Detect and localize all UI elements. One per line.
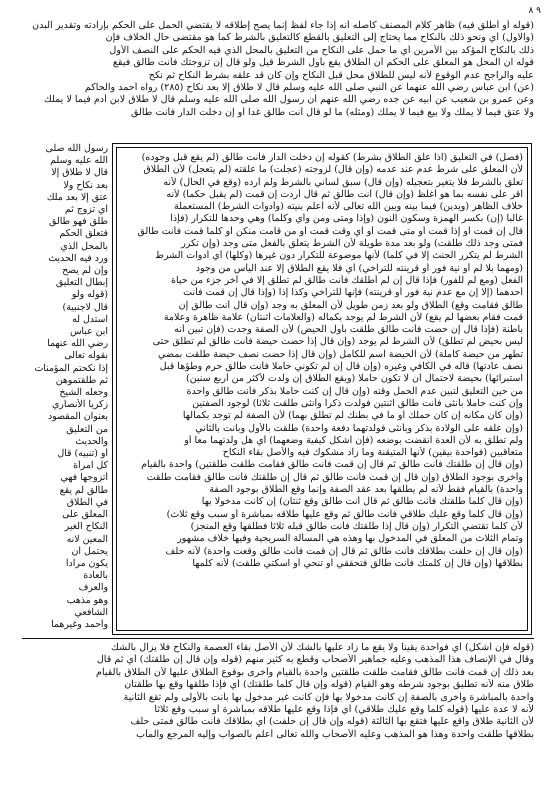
side-column-line: أو (تنبيه) قال [57, 448, 108, 460]
side-column-line: قال لاجنبية) [62, 301, 108, 313]
main-text-line: فمتى وجد ذلك طلقت) ولو بعد مدة طويلة لأن الشرط يتعلق بالفعل متى وجد (وإن تكرر [181, 238, 523, 250]
side-column-line: والحديث [75, 435, 108, 447]
main-text-line: باطنة (فإذا قال إن حضت فأنت طالق طلقت بأول الحيض) لأن الصفة وجدت (فإن تبين أنه [174, 324, 523, 336]
main-text-line: من حين التعليق لتبين عدم الحمل وقته (وإن قال إن كنت حاملا بذكر فأنت طالق واحدة [186, 385, 523, 397]
main-text-line: (وإن قال كلما وقع عليك طلاقي فأنت طالق ثم وقع عليها طلاقه بمباشرة أو سبب وقع ثلاث) [166, 508, 523, 520]
corner-mark: ٩ ٨ [528, 6, 541, 16]
side-column-line: وهو مذهب [66, 594, 108, 606]
main-text-line: (وإن قال إن حلفت بطلاقك فأنت طالق ثم قال إن قمت فأنت طالق وقعت واحدة) لأنه حلف [165, 545, 523, 557]
side-column-line: المعلق على [62, 509, 108, 521]
bottom-commentary-line: لأنه لا عدة عليها (قوله كلما وقع عليك طلاقي) أي فإذا وقع عليها طلاقه بمباشرة أو سبب وقع ثلاثا [154, 704, 534, 716]
main-text-line: الفعل (ومع لم للفور) فإذا قال إن لم أطلقك فأنت طالق لم تطلق إلا في آخر جزء من حياة [171, 274, 523, 286]
top-commentary-line: (والاول) أي ونحو ذلك بالنكاح مما يحتاج إلى التعليق بالقطع كالتعليق بالشرط كما هو مقتضى حال الخلاف فإن [105, 32, 534, 44]
side-column-line: يحتمل أن [71, 545, 108, 557]
side-column-line: رضي الله عنهما [47, 338, 108, 350]
side-column-line: رسول الله صلى [45, 143, 108, 154]
main-text-line: لأن المعلق على شرط عدم عند عدمه (وإن قال) لزوجته (عجلت) ما علقته (لم يتعجل) لأن الطلاق [143, 164, 523, 176]
side-column-line: بالعادة [83, 570, 108, 582]
main-text-line: وأخرى بوجود الطلاق (وإن قال إن قمت فأنت طالق ثم قال إن طلقتك فأنت طالق فقامت طلقت [146, 471, 523, 483]
main-text-line: طالق فقامت وقع) الطلاق ولو بعد زمن طويل لأن المعلق به وجد (وإن قال أنت طالق إن [178, 299, 523, 311]
main-text-line: (فصل) في التعليق (اذا علق الطلاق بشرط) كقوله إن دخلت الدار فأنت طالق (لم يقع قبل وجوده) [141, 152, 523, 163]
main-text-line: الشرط لم يتكرر الحنث إلا في كلما) لأنها موضوعة للتكرار دون غيرها (وكلها) أي أدوات الشرط [155, 250, 523, 262]
main-text-line: (وإن علقه على الولادة بذكر وبأنثى فولدتهما دفعة واحدة) طلقت بالأول وبانت بالثاني [195, 422, 523, 434]
main-text-line: ليس بحيض لم تطلق) لأن الشرط لم يوجد (وإن قال إذا حضت حيضة فأنت طالق لم تطلق حتى [152, 336, 523, 348]
side-column-line: ابن عباس [69, 326, 108, 338]
side-column-line: من التعليق [66, 423, 108, 435]
side-column-line: كل امرأة [73, 460, 108, 472]
main-text-line: خلاف الظاهر (ويدين) فيما بينه وبين الله تعالى لأنه أعلم بنيته (وأدوات الشرط) المستعملة [174, 201, 523, 213]
side-column-line: وإن لم يصح [62, 265, 108, 277]
side-column-line: بعد نكاح ولا [63, 179, 108, 191]
side-column-line: الشافعي [74, 606, 108, 618]
side-column-line: أي تزوج ثم [64, 204, 108, 216]
main-text [121, 152, 523, 628]
bottom-commentary-line: وقال في الإنصاف هذا المذهب وعليه جماهير الأصحاب وقطع به كثير منهم (قوله وإن قال إن طلقتك) أي ثم قال [96, 654, 534, 666]
bottom-commentary-line: (قوله فإن أشكل) أي فواحدة يقينا ولا يقع ما زاد عليها بالشك لأن الأصل بقاء العصمة والنكاح فلا يزال بالشك [111, 642, 534, 653]
side-column-line: أتزوجها فهي [60, 472, 108, 484]
side-column-line: طالق لم يقع [59, 484, 108, 496]
bottom-commentary-line: لأن الثانية طلاق واقع عليها فتقع بها الثالثة (قوله وإن قال إن حلفت) أي بطلاقك فأنت طالق فمتى حلف [130, 716, 534, 728]
side-column-line: والعرف [78, 582, 108, 594]
bottom-commentary [22, 642, 534, 762]
main-text-line: غالبا (إن) بكسر الهمزة وسكون النون (وإذا ومتى ومن وأي وكلما) وهي وحدها للتكرار (فإذا [170, 213, 523, 225]
main-text-line: (وإن كان مكانه إن كان حملك أو ما في بطنك لم تطلق بهما) لأن الصفة لم توجد بكمالها [182, 410, 523, 422]
side-column-line: طلق فهو طالق [49, 216, 108, 228]
main-text-line: ولم تطلق به لأن العدة انقضت بوضعه (فإن أشكل كيفية وضعهما) أي هل ولدتهما معا أو [184, 434, 523, 446]
main-text-line: (ومهما بلا لم أو نية فور أو قرينته للتراخي) أي فلا يقع الطلاق إلا عند اليأس من وجود [195, 262, 523, 274]
top-commentary-line: (قوله أو أطلق فيه) ظاهر كلام المصنف كأصله أنه إذا جاء لفظ إنما يصح إطلاقه لا يقتضي الحمل على الحكم بإرادته وتقدير البدن [32, 20, 534, 31]
top-commentary [22, 20, 534, 140]
main-text-line: وتمام الثلاث من المعلق في المدخول بها وهذه هي المسألة السريجية وفيها خلاف مشهور [177, 533, 523, 545]
bottom-commentary-line: بعد ذلك إن قمت فأنت طالق فقامت طلقت طلقتين واحدة بالقيام وأخرى بوقوع الطلاق عليها لأن الطلاق بالقيام [96, 666, 534, 678]
side-column-line: ورد فيه الحديث [48, 252, 108, 264]
main-text-line: نصف عادتها) قاله في الكافي وغيره (وإن قال إن لم تكوني حاملا فأنت طالق حرم وطؤها قبل [159, 361, 523, 373]
side-column-line: وجعله الشيخ [59, 387, 108, 399]
top-commentary-line: (عن) ابن عباس رضي الله عنهما عن النبي صلى الله عليه وسلم قال لا طلاق إلا بعد نكاح (٢٨٥) رواه أحمد والحاكم [84, 82, 534, 94]
top-commentary-line: قوله ان المحل هو المعلق على الحكم أن الطلاق يقع بأول الشرط قيل ولو قال إن تزوجتك فأنت طالق فيقع [112, 57, 534, 69]
side-column-line: بعنوان المقصود [47, 411, 108, 423]
divider-rule [22, 638, 534, 639]
side-column-line: النكاح الغير [64, 521, 108, 533]
main-text-line: (وإن قال إن طلقتك فأنت طالق ثم قال إن قمت فأنت طالق فقامت طلقت طلقتين) واحدة بالقيام [141, 459, 523, 471]
top-commentary-line: ولا عتق فيما لا يملك ولا بيع فيما لا يملك (ومثله) ما لو قال أنت طالق غدا أو إن دخلت الدار فأنت طالق [130, 106, 534, 118]
main-text-frame [112, 143, 532, 635]
main-text-line: واحدة) بالقيام فقط لأنه لم يطلقها بعد عقد الصفة وإنما وقع الطلاق بوجود الصفة [209, 484, 523, 496]
side-column-line: في الطلاق [66, 496, 108, 508]
side-column-line: بالمحل الذي [60, 240, 108, 252]
side-column-line: إذا نكحتم المؤمنات [34, 362, 108, 374]
side-column-line: (قوله ولو [71, 289, 108, 301]
side-margin-commentary [22, 143, 108, 635]
side-column-line: إبطال التعليق [55, 277, 108, 289]
main-text-line: تعلق بالشرط فلا يتغير بتعجيله (وإن قال) سبق لساني بالشرط ولم أرده (وقع في الحال) لأنه [163, 176, 523, 188]
top-commentary-line: وعن عمرو بن شعيب عن أبيه عن جده رضي الله عنهم أن رسول الله صلى الله عليه وسلم قال لا طلاق لابن آدم فيما لا يملك [43, 94, 534, 106]
bottom-commentary-line: طلاق منه لأنه تطليق بوجود شرطه وهو القيام (قوله وإن قال كلما طلقتك) أي فإذا طلقها وقع بها طلقتان [124, 679, 534, 691]
main-text-line: قال إن قمت أو إذا قمت أو متى قمت أو أي وقت قمت أو من قامت منكن أو كلما قمت فأنت طالق [137, 225, 523, 237]
side-column-line: قال لا طلاق إلا [51, 167, 108, 179]
main-text-line: متعاقبين (فواحدة بيقين) لأنها المتيقنة وما زاد مشكوك فيه والأصل بقاء النكاح [222, 447, 523, 459]
main-text-line: بطلاقها (وإن قال إن كلمتك فأنت طالق فتحققي أو تنحي أو اسكتي طلقت) لأنه كلمها [192, 557, 523, 569]
side-column-line: زكريا الأنصاري [51, 399, 108, 411]
main-text-line: قمت فقام بعضها لم يقع) لأن الشرط لم يوجد بكماله (والعلامات اثنتان) علامة ظاهرة وعلامة [163, 311, 523, 323]
main-text-line: (وإن قال كلما طلقتك فأنت طالق ثم قال أنت طالق وقع ثنتان) إن كانت مدخولا بها [201, 496, 523, 508]
side-column-line: يكون مرادا [65, 557, 108, 569]
main-text-line: تطهر من حيضة كاملة) لأن الحيضة اسم للكامل (وإن قال إذا حضت نصف حيضة طلقت بمضي [158, 348, 523, 360]
side-column-line: فتعلق الحكم [59, 228, 108, 240]
main-text-line: أقر على نفسه بما هو أغلظ (وإن قال) أنت طالق ثم قال أردت إن قمت (لم يقبل حكما) لأنه [166, 188, 523, 200]
side-column-line: الله عليه وسلم [50, 155, 108, 167]
bottom-commentary-line: واحدة بالمباشرة وأخرى بالصفة إن كانت مدخولا بها فإن كانت غير مدخول بها بانت بالأولى ولم تقع الثانية [123, 691, 534, 703]
side-column-line: وأحمد وغيرهما [51, 618, 108, 630]
side-column-line: ثم طلقتموهن [55, 374, 108, 386]
top-commentary-line: عليه والراجح عدم الوقوع لأنه ليس للطلاق محل قبل النكاح وإن كان قد علقه بشرط النكاح ثم نكح [148, 69, 534, 81]
top-commentary-line: ذلك بالنكاح المؤكد بين الأمرين أي ما حمل على النكاح من التعليق بالمحل الذي فيه الحكم على النصف الأول [109, 44, 534, 56]
side-column-line: استدل له [72, 313, 108, 325]
bottom-commentary-line: بطلاقها طلقت واحدة وهذا هو المذهب وعليه الأصحاب والله تعالى أعلم بالصواب وإليه المرجع والمآب [136, 728, 534, 740]
main-text-line: أحدهما (إلا إن مع عدم نية فور أو قرينته) فإنها للتراخي وكذا إذا (وإذا قال إن قمت فأنت [183, 287, 523, 299]
side-column-line: المعين لانه [66, 533, 108, 545]
main-text-line: وإن كنت حاملا بأنثى فأنت طالق اثنتين فولدت ذكرا وأنثى طلقت ثلاثا) لوجود الصفتين [192, 397, 523, 409]
side-column-line: بقوله تعالى [64, 350, 108, 362]
main-text-line: لأن كلما تقتضي التكرار (وإن قال إذا طلقتك فأنت طالق قبله ثلاثا فطلقها وقع المنجز) [190, 520, 523, 532]
side-column-line: عتق إلا بعد ملك [46, 191, 108, 203]
main-text-line: استبرائها) بحيضة لاحتمال أن لا تكون حاملا (ويقع الطلاق إن ولدت لأكثر من أربع سنين) [186, 373, 523, 385]
